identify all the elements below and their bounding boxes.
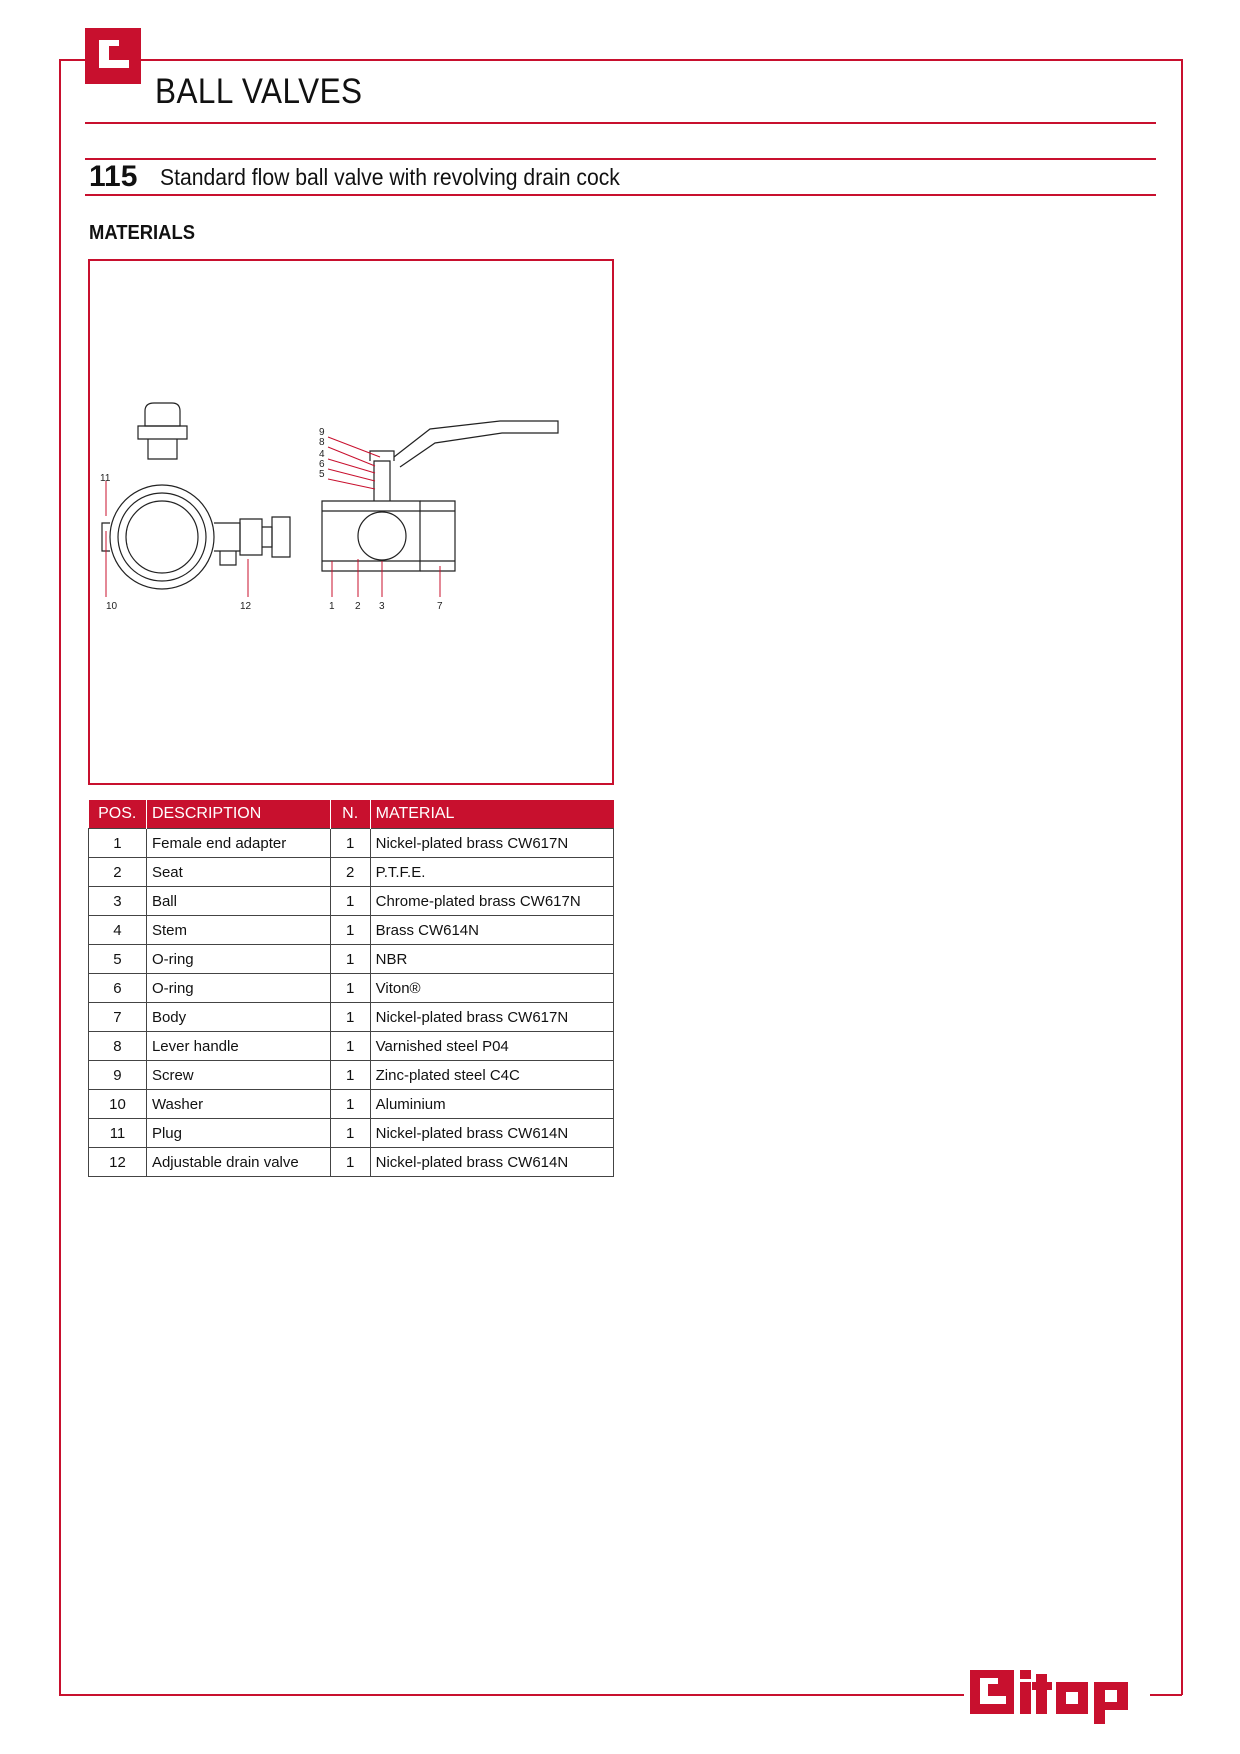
- cell-description: Female end adapter: [146, 829, 330, 858]
- cell-quantity: 1: [330, 1061, 370, 1090]
- cell-quantity: 1: [330, 945, 370, 974]
- table-row: [89, 1032, 614, 1061]
- section-heading: MATERIALS: [89, 222, 195, 244]
- ball-section: [358, 512, 406, 560]
- cell-description: Stem: [146, 916, 330, 945]
- header-logo-mark: [85, 28, 141, 84]
- table-row: [89, 945, 614, 974]
- product-rule-bottom: [85, 194, 1156, 196]
- cell-material: Nickel-plated brass CW614N: [370, 1148, 613, 1177]
- frame-top-left-stub: [59, 59, 85, 61]
- table-row: [89, 1148, 614, 1177]
- table-row: [89, 829, 614, 858]
- cell-pos: 9: [89, 1061, 147, 1090]
- cell-pos: 12: [89, 1148, 147, 1177]
- table-row: [89, 858, 614, 887]
- cell-pos: 5: [89, 945, 147, 974]
- lever-handle-shape: [394, 421, 558, 467]
- cell-material: P.T.F.E.: [370, 858, 613, 887]
- callout-6: 6: [319, 459, 325, 470]
- itap-logo-icon: [970, 1666, 1146, 1726]
- cell-description: Washer: [146, 1090, 330, 1119]
- drain-cap-shape: [145, 403, 180, 426]
- table-row: [89, 1003, 614, 1032]
- brand-logo: [970, 1666, 1146, 1731]
- header-material: MATERIAL: [370, 800, 613, 829]
- callout-8: 8: [319, 437, 325, 448]
- cell-material: Varnished steel P04: [370, 1032, 613, 1061]
- callout-2: 2: [355, 601, 361, 612]
- callout-4: 4: [319, 449, 325, 460]
- cell-description: Screw: [146, 1061, 330, 1090]
- callout-11: 11: [100, 473, 111, 484]
- stem-section: [374, 461, 390, 501]
- page-title: BALL VALVES: [155, 72, 363, 111]
- cell-material: NBR: [370, 945, 613, 974]
- cell-pos: 11: [89, 1119, 147, 1148]
- product-code: 115: [89, 160, 138, 193]
- cell-pos: 3: [89, 887, 147, 916]
- cell-description: Lever handle: [146, 1032, 330, 1061]
- header-logo-icon: [85, 28, 141, 84]
- cell-quantity: 1: [330, 916, 370, 945]
- technical-drawing: [88, 259, 614, 785]
- table-row: [89, 974, 614, 1003]
- table-header-row: [89, 800, 614, 829]
- cell-material: Brass CW614N: [370, 916, 613, 945]
- cell-pos: 4: [89, 916, 147, 945]
- cell-description: Seat: [146, 858, 330, 887]
- table-row: [89, 1119, 614, 1148]
- cell-description: Plug: [146, 1119, 330, 1148]
- cell-pos: 1: [89, 829, 147, 858]
- cell-quantity: 1: [330, 974, 370, 1003]
- frame-bottom-right-stub: [1150, 1694, 1182, 1696]
- table-row: [89, 887, 614, 916]
- cell-material: Chrome-plated brass CW617N: [370, 887, 613, 916]
- cell-material: Nickel-plated brass CW617N: [370, 829, 613, 858]
- product-rule-top: [85, 158, 1156, 160]
- header-description: DESCRIPTION: [146, 800, 330, 829]
- table-row: [89, 1061, 614, 1090]
- cell-description: O-ring: [146, 945, 330, 974]
- callout-12: 12: [240, 601, 252, 612]
- cell-quantity: 1: [330, 887, 370, 916]
- valve-drawing-svg: [90, 261, 612, 783]
- cell-pos: 7: [89, 1003, 147, 1032]
- cell-material: Nickel-plated brass CW617N: [370, 1003, 613, 1032]
- header-pos: POS.: [89, 800, 147, 829]
- header-n: N.: [330, 800, 370, 829]
- cell-quantity: 1: [330, 829, 370, 858]
- table-row: [89, 1090, 614, 1119]
- drain-knob-shape: [272, 517, 290, 557]
- cell-pos: 8: [89, 1032, 147, 1061]
- frame-right-line: [1181, 59, 1183, 1695]
- cell-quantity: 2: [330, 858, 370, 887]
- product-name: Standard flow ball valve with revolving drain cock: [160, 164, 620, 190]
- header-rule: [85, 122, 1156, 124]
- cell-material: Nickel-plated brass CW614N: [370, 1119, 613, 1148]
- callout-10: 10: [106, 601, 118, 612]
- callout-9: 9: [319, 427, 325, 438]
- frame-bottom-line: [59, 1694, 964, 1696]
- cell-pos: 6: [89, 974, 147, 1003]
- callout-1: 1: [329, 601, 335, 612]
- cell-description: Body: [146, 1003, 330, 1032]
- frame-top-line: [141, 59, 1182, 61]
- cell-quantity: 1: [330, 1003, 370, 1032]
- cell-description: Ball: [146, 887, 330, 916]
- cell-material: Zinc-plated steel C4C: [370, 1061, 613, 1090]
- cell-quantity: 1: [330, 1119, 370, 1148]
- cell-material: Aluminium: [370, 1090, 613, 1119]
- cell-pos: 10: [89, 1090, 147, 1119]
- cell-quantity: 1: [330, 1148, 370, 1177]
- callout-5: 5: [319, 469, 325, 480]
- cell-material: Viton®: [370, 974, 613, 1003]
- frame-left-line: [59, 59, 61, 1695]
- cell-quantity: 1: [330, 1090, 370, 1119]
- callout-7: 7: [437, 601, 443, 612]
- callout-3: 3: [379, 601, 385, 612]
- cell-pos: 2: [89, 858, 147, 887]
- materials-table: [88, 800, 614, 1177]
- cell-description: Adjustable drain valve: [146, 1148, 330, 1177]
- table-row: [89, 916, 614, 945]
- cell-quantity: 1: [330, 1032, 370, 1061]
- cell-description: O-ring: [146, 974, 330, 1003]
